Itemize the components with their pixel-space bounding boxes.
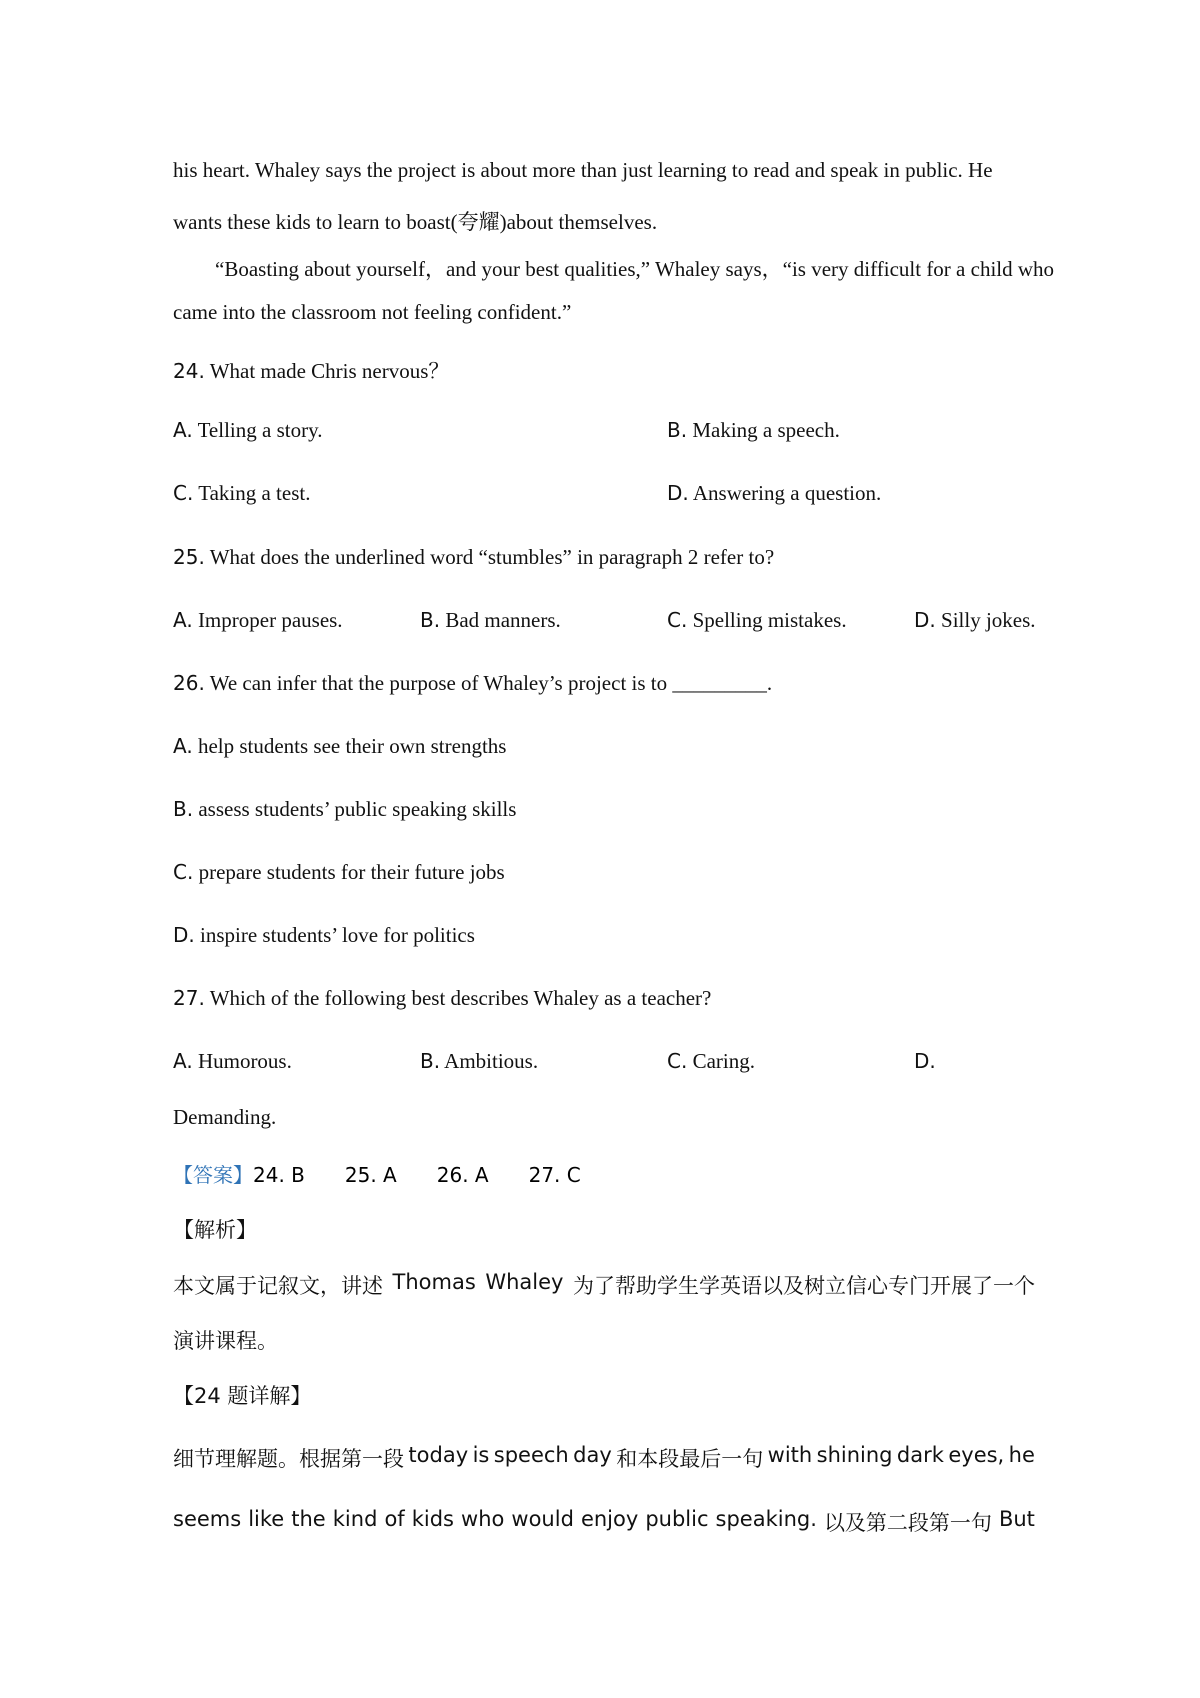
option-label: A. bbox=[173, 734, 193, 758]
option-d[interactable] bbox=[914, 608, 1036, 633]
option-text: Answering a question. bbox=[692, 481, 882, 505]
option-d[interactable] bbox=[173, 923, 475, 948]
question-26 bbox=[173, 671, 772, 696]
question-text: What made Chris nervous？ bbox=[209, 359, 450, 383]
detail-part: public bbox=[645, 1507, 709, 1531]
detail-part: of bbox=[384, 1507, 405, 1531]
option-c[interactable] bbox=[667, 1049, 755, 1074]
option-label: D. bbox=[914, 608, 936, 632]
answer-line bbox=[173, 1159, 581, 1188]
analysis-tag: 【解析】 bbox=[173, 1218, 257, 1242]
detail-part: he bbox=[1008, 1443, 1035, 1467]
detail-part: is bbox=[472, 1443, 490, 1467]
question-text: We can infer that the purpose of Whaley’s project is to _________. bbox=[209, 671, 773, 695]
analysis-part: Whaley bbox=[485, 1270, 564, 1294]
passage-line: came into the classroom not feeling confident.” bbox=[173, 300, 572, 324]
detail-part: kind bbox=[332, 1507, 378, 1531]
detail-part: 细节理解题。根据第一段 bbox=[173, 1447, 404, 1471]
option-label: D. bbox=[914, 1049, 936, 1073]
option-text: help students see their own strengths bbox=[197, 734, 507, 758]
detail-part: 以及第二段第一句 bbox=[823, 1511, 992, 1535]
option-c[interactable] bbox=[667, 608, 847, 633]
option-c[interactable] bbox=[173, 860, 505, 885]
passage-line: wants these kids to learn to boast(夸耀)about themselves. bbox=[173, 210, 658, 234]
detail-part: But bbox=[998, 1507, 1035, 1531]
option-b[interactable] bbox=[667, 418, 840, 443]
detail-part: would bbox=[511, 1507, 574, 1531]
answer-tag: 【答案】 bbox=[173, 1163, 253, 1187]
detail-part: kids bbox=[411, 1507, 454, 1531]
option-text: Taking a test. bbox=[198, 481, 311, 505]
option-c[interactable] bbox=[173, 481, 310, 506]
answer-item: 27. C bbox=[528, 1163, 581, 1187]
option-label: A. bbox=[173, 418, 193, 442]
option-a[interactable] bbox=[173, 418, 322, 443]
passage-line bbox=[173, 158, 1035, 183]
option-b[interactable] bbox=[173, 797, 516, 822]
option-text: Bad manners. bbox=[445, 608, 561, 632]
option-b[interactable] bbox=[420, 608, 561, 633]
detail-part: eyes, bbox=[948, 1443, 1005, 1467]
passage-line: “Boasting about yourself，and your best qualities,” Whaley says，“is very difficult for a child who bbox=[215, 257, 1055, 281]
option-d[interactable] bbox=[667, 481, 881, 506]
option-text: Caring. bbox=[692, 1049, 755, 1073]
option-label: C. bbox=[667, 1049, 688, 1073]
option-text: prepare students for their future jobs bbox=[198, 860, 505, 884]
detail-part: with bbox=[767, 1443, 813, 1467]
option-a[interactable] bbox=[173, 608, 343, 633]
option-d-wrapped-text: Demanding. bbox=[173, 1105, 277, 1129]
detail-part: enjoy bbox=[580, 1507, 639, 1531]
detail-line bbox=[173, 1443, 1035, 1473]
detail-part: speaking. bbox=[715, 1507, 817, 1531]
answer-item: 26. A bbox=[436, 1163, 489, 1187]
option-label: C. bbox=[173, 481, 194, 505]
detail-part: the bbox=[291, 1507, 326, 1531]
option-label: B. bbox=[420, 608, 441, 632]
detail-part: today bbox=[408, 1443, 469, 1467]
question-25 bbox=[173, 545, 774, 570]
question-24 bbox=[173, 355, 449, 385]
option-text: Humorous. bbox=[197, 1049, 292, 1073]
question-number: 25. bbox=[173, 545, 205, 569]
analysis-part: 为了帮助学生学英语以及树立信心专门开展了一个 bbox=[572, 1274, 1035, 1298]
option-label: C. bbox=[173, 860, 194, 884]
option-text: Spelling mistakes. bbox=[692, 608, 847, 632]
option-label: A. bbox=[173, 1049, 193, 1073]
option-label: B. bbox=[667, 418, 688, 442]
question-number: 26. bbox=[173, 671, 205, 695]
option-text: Improper pauses. bbox=[197, 608, 343, 632]
option-a[interactable] bbox=[173, 1049, 292, 1074]
option-label: D. bbox=[667, 481, 689, 505]
detail-part: 和本段最后一句 bbox=[616, 1447, 764, 1471]
option-text: Ambitious. bbox=[444, 1049, 539, 1073]
option-label: B. bbox=[420, 1049, 441, 1073]
analysis-part: 本文属于记叙文，讲述 bbox=[173, 1274, 383, 1298]
detail-line bbox=[173, 1507, 1035, 1537]
option-label: D. bbox=[173, 923, 195, 947]
detail-part: seems bbox=[173, 1507, 242, 1531]
option-d[interactable] bbox=[914, 1049, 936, 1074]
detail-part: shining bbox=[816, 1443, 893, 1467]
detail-heading: 【24 题详解】 bbox=[173, 1384, 312, 1408]
option-label: B. bbox=[173, 797, 194, 821]
option-b[interactable] bbox=[420, 1049, 538, 1074]
option-label: A. bbox=[173, 608, 193, 632]
option-label: C. bbox=[667, 608, 688, 632]
detail-part: speech bbox=[493, 1443, 569, 1467]
analysis-line bbox=[173, 1270, 1035, 1300]
option-text: Making a speech. bbox=[692, 418, 840, 442]
analysis-line: 演讲课程。 bbox=[173, 1329, 278, 1353]
option-text: Telling a story. bbox=[197, 418, 323, 442]
question-number: 24. bbox=[173, 359, 205, 383]
detail-part: day bbox=[573, 1443, 612, 1467]
question-number: 27. bbox=[173, 986, 205, 1010]
option-text: inspire students’ love for politics bbox=[200, 923, 475, 947]
detail-part: who bbox=[461, 1507, 505, 1531]
detail-part: like bbox=[248, 1507, 285, 1531]
question-text: Which of the following best describes Whaley as a teacher? bbox=[209, 986, 712, 1010]
passage-text: his heart. Whaley says the project is about more than just learning to read and speak in public. He bbox=[173, 158, 993, 182]
detail-part: dark bbox=[896, 1443, 944, 1467]
answer-item: 24. B bbox=[253, 1163, 305, 1187]
answer-item: 25. A bbox=[344, 1163, 397, 1187]
question-27 bbox=[173, 986, 711, 1011]
question-text: What does the underlined word “stumbles” in paragraph 2 refer to? bbox=[209, 545, 775, 569]
option-text: Silly jokes. bbox=[941, 608, 1036, 632]
option-text: assess students’ public speaking skills bbox=[198, 797, 517, 821]
option-a[interactable] bbox=[173, 734, 506, 759]
analysis-part: Thomas bbox=[392, 1270, 476, 1294]
